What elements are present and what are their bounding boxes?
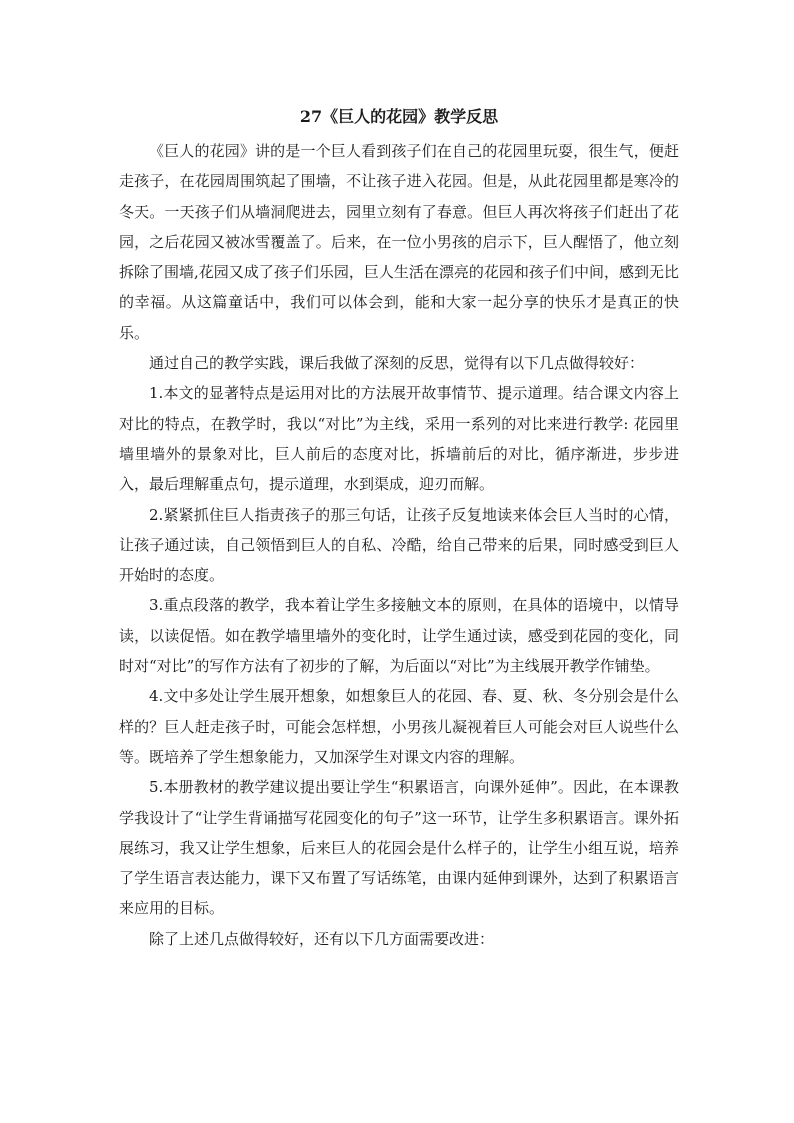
paragraph-point-2: 2.紧紧抓住巨人指责孩子的那三句话，让孩子反复地读来体会巨人当时的心情，让孩子通过读，自己领悟到巨人的自私、冷酷，给自己带来的后果，同时感受到巨人开始时的态度。	[119, 505, 679, 585]
paragraph-improvements-intro: 除了上述几点做得较好，还有以下几方面需要改进：	[149, 929, 495, 948]
paragraph-point-5: 5.本册教材的教学建议提出要让学生“积累语言，向课外延伸”。因此，在本课教学我设计了“让学生背诵描写花园变化的句子”这一环节，让学生多积累语言。课外拓展练习，我又让学生想象，后来巨人的花园会是什么样子的，让学生小组互说，培养了学生语言表达能力，课下又布置了写话练笔，由课内延伸到课外，达到了积累语言来应用的目标。	[119, 778, 679, 918]
paragraph-reflection-intro: 通过自己的教学实践，课后我做了深刻的反思，觉得有以下几点做得较好：	[149, 354, 645, 373]
paragraph-summary: 《巨人的花园》讲的是一个巨人看到孩子们在自己的花园里玩耍，很生气，便赶走孩子，在花园周围筑起了围墙，不让孩子进入花园。但是，从此花园里都是寒冷的冬天。一天孩子们从墙洞爬进去，园里立刻有了春意。但巨人再次将孩子们赶出了花园，之后花园又被冰雪覆盖了。后来，在一位小男孩的启示下，巨人醒悟了，他立刻拆除了围墙,花园又成了孩子们乐园，巨人生活在漂亮的花园和孩子们中间，感到无比的幸福。从这篇童话中，我们可以体会到，能和大家一起分享的快乐才是真正的快乐。	[119, 142, 679, 342]
document-body	[119, 102, 679, 954]
paragraph-point-4: 4.文中多处让学生展开想象，如想象巨人的花园、春、夏、秋、冬分别会是什么样的？巨人赶走孩子时，可能会怎样想，小男孩儿凝视着巨人可能会对巨人说些什么等。既培养了学生想象能力，又加深学生对课文内容的理解。	[119, 687, 679, 766]
paragraph-point-3: 3.重点段落的教学，我本着让学生多接触文本的原则，在具体的语境中，以情导读，以读促悟。如在教学墙里墙外的变化时，让学生通过读，感受到花园的变化，同时对“对比”的写作方法有了初步的了解，为后面以“对比”为主线展开教学作铺垫。	[119, 596, 679, 676]
paragraph-point-1: 1.本文的显著特点是运用对比的方法展开故事情节、提示道理。结合课文内容上对比的特点，在教学时，我以“对比”为主线，采用一系列的对比来进行教学: 花园里墙里墙外的景象对比，巨人前后的态度对比，拆墙前后的对比，循序渐进，步步进入，最后理解重点句，提示道理，水到渠成，迎刃而解。	[119, 384, 679, 494]
document-title: 27《巨人的花园》教学反思	[299, 107, 499, 126]
